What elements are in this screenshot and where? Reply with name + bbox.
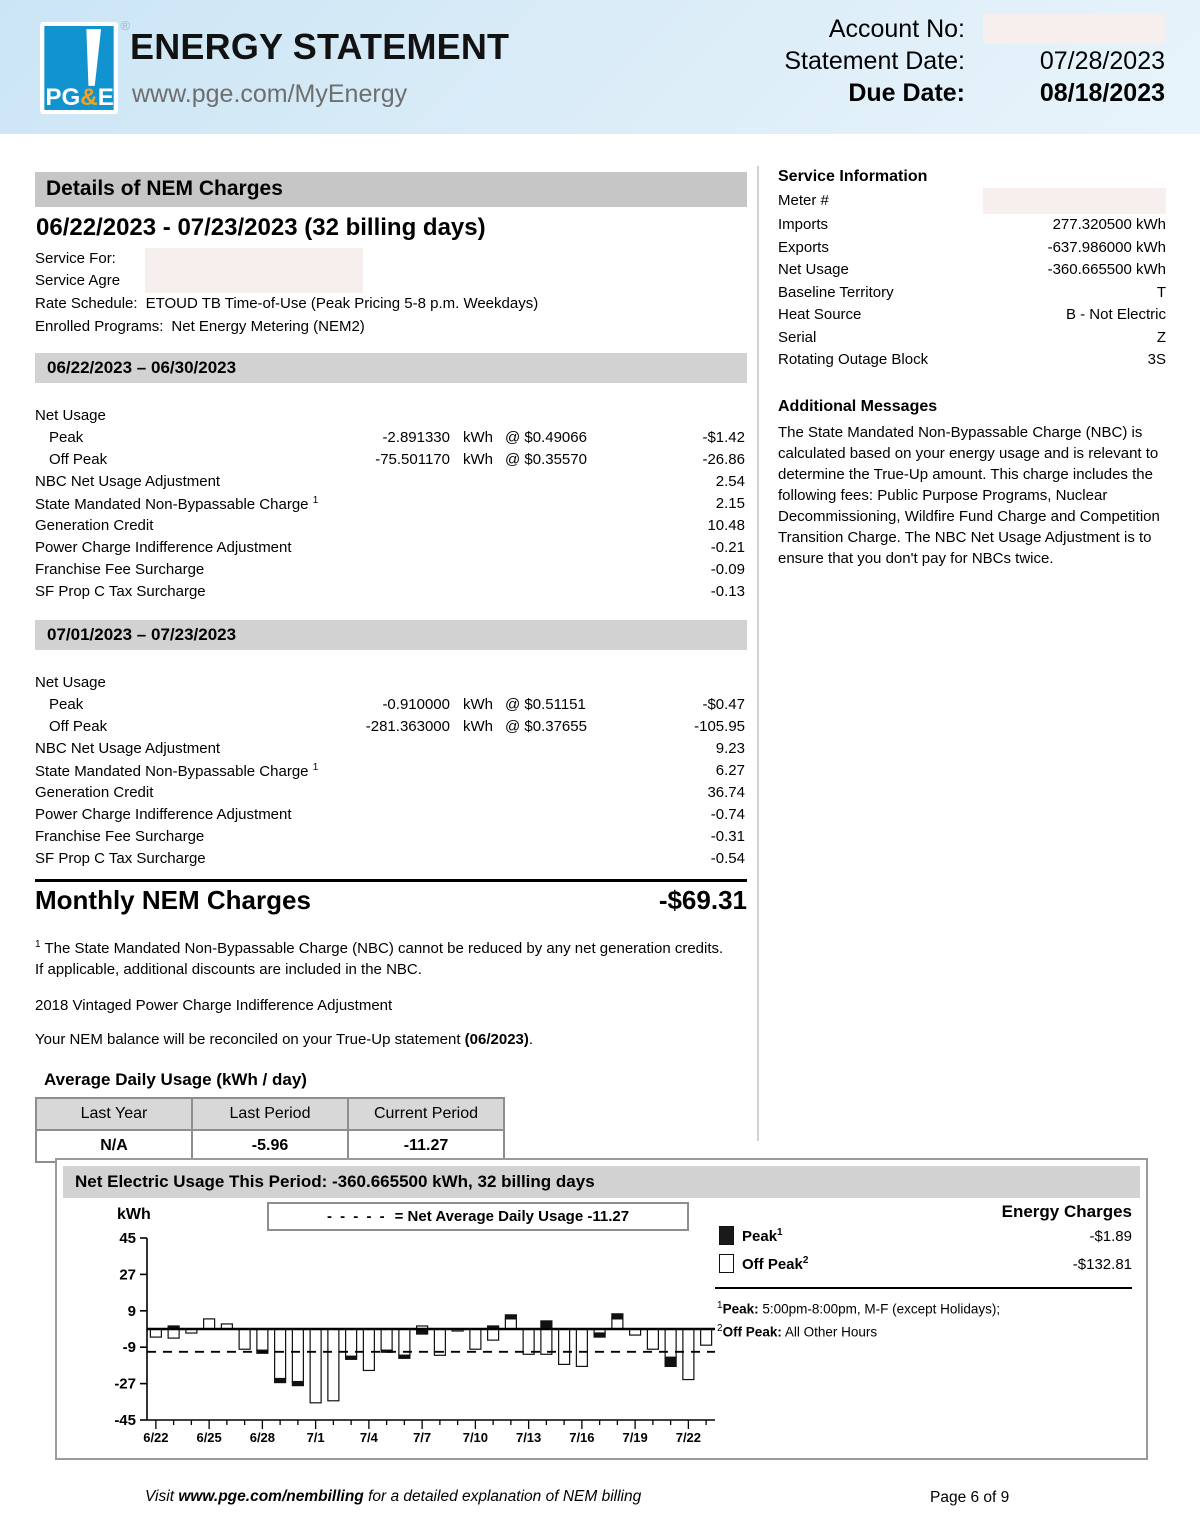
net-usage-chart-panel bbox=[55, 1158, 1148, 1460]
trueup-date: (06/2023) bbox=[464, 1031, 529, 1048]
x-tick-label: 6/22 bbox=[143, 1430, 169, 1445]
peak-bar bbox=[346, 1356, 357, 1359]
charge-label: Generation Credit bbox=[35, 784, 154, 801]
charge-label: Franchise Fee Surcharge bbox=[35, 561, 205, 578]
usage-amount: -105.95 bbox=[694, 718, 745, 735]
additional-messages-text: The State Mandated Non-Bypassable Charge (NBC) is calculated based on your energy usage and is relevant to determine the True-Up amount. This charge includes the following fees: Public Purpose Programs, Nuclear Decommissioning, Wildfire Fund Charge and Competition Transition Charge. The NBC Net Usage Adjustment is to ensure that you don't pay for NBCs twice. bbox=[778, 423, 1160, 567]
usage-unit: kWh bbox=[463, 718, 493, 735]
charge-row bbox=[35, 517, 747, 539]
charge-label: Power Charge Indifference Adjustment bbox=[35, 539, 292, 556]
service-info-row bbox=[778, 349, 1166, 372]
monthly-nem-charges-row bbox=[35, 879, 747, 916]
avg-usage-header-row bbox=[36, 1098, 504, 1130]
usage-label: Off Peak bbox=[49, 718, 108, 735]
footer-url: www.pge.com/nembilling bbox=[178, 1488, 364, 1505]
service-info-value: Z bbox=[1156, 328, 1166, 346]
service-info-value: -360.665500 kWh bbox=[1047, 261, 1166, 278]
charge-amount: 9.23 bbox=[715, 740, 745, 757]
peak-swatch-icon bbox=[719, 1226, 734, 1245]
charge-amount: 10.48 bbox=[707, 517, 745, 534]
footnote-text: The State Mandated Non-Bypassable Charge (NBC) cannot be reduced by any net generation credits. If applicable, additional discounts are included in the NBC. bbox=[35, 940, 724, 978]
offpeak-bar bbox=[168, 1329, 179, 1338]
service-info-label: Baseline Territory bbox=[778, 283, 894, 301]
x-tick-label: 7/16 bbox=[569, 1430, 595, 1445]
offpeak-bar bbox=[647, 1329, 658, 1349]
charge-row bbox=[35, 740, 747, 762]
peak-bar bbox=[665, 1357, 676, 1366]
header-meta bbox=[784, 14, 1165, 108]
legend-amount: -$1.89 bbox=[1089, 1228, 1132, 1245]
usage-rate: @ $0.49066 bbox=[505, 429, 587, 446]
usage-row bbox=[35, 718, 747, 740]
usage-amount: -$1.42 bbox=[702, 429, 745, 446]
offpeak-bar bbox=[523, 1329, 534, 1354]
usage-label: Peak bbox=[49, 429, 84, 446]
service-info-row bbox=[778, 282, 1166, 305]
service-agreement-label: Service Agre bbox=[35, 272, 121, 289]
usage-row bbox=[35, 451, 747, 473]
note-text: All Other Hours bbox=[781, 1324, 878, 1339]
peak-definition-line bbox=[717, 1296, 1000, 1319]
usage-row bbox=[35, 696, 747, 718]
service-info-label: Exports bbox=[778, 238, 829, 256]
document-title: ENERGY STATEMENT bbox=[130, 26, 510, 67]
usage-unit: kWh bbox=[463, 429, 493, 446]
note-term: Off Peak: bbox=[722, 1324, 782, 1339]
charge-row bbox=[35, 784, 747, 806]
footnote-marker: 1 bbox=[312, 495, 319, 506]
footer-suffix: for a detailed explanation of NEM billing bbox=[363, 1488, 642, 1505]
y-tick-label: 45 bbox=[119, 1232, 136, 1247]
y-tick-label: 9 bbox=[127, 1302, 136, 1320]
legend-label: Off Peak$^2$ bbox=[742, 1254, 809, 1273]
service-info-value-redacted bbox=[983, 188, 1166, 214]
offpeak-bar bbox=[381, 1329, 392, 1350]
service-info-label: Serial bbox=[778, 328, 817, 346]
rate-schedule-label: Rate Schedule: bbox=[35, 295, 138, 312]
period-range-bar: 06/22/2023 – 06/30/2023 bbox=[35, 353, 747, 383]
charge-label: State Mandated Non-Bypassable Charge $^1$ bbox=[35, 495, 319, 513]
charge-row bbox=[35, 473, 747, 495]
offpeak-bar bbox=[505, 1319, 516, 1329]
due-date-value: 08/18/2023 bbox=[1039, 79, 1165, 107]
billing-periods bbox=[35, 353, 747, 872]
peak-bar bbox=[292, 1382, 303, 1386]
billing-period-title: 06/22/2023 - 07/23/2023 (32 billing days) bbox=[36, 214, 486, 241]
offpeak-bar bbox=[310, 1329, 321, 1403]
service-info-label: Heat Source bbox=[778, 306, 862, 323]
avg-usage-header-cell: Current Period bbox=[348, 1098, 504, 1130]
charge-row bbox=[35, 828, 747, 850]
rate-schedule-line bbox=[35, 292, 747, 315]
enrolled-programs-value: Net Energy Metering (NEM2) bbox=[171, 318, 365, 335]
service-info-row bbox=[778, 327, 1166, 350]
peak-bar bbox=[505, 1315, 516, 1319]
legend-amount: -$132.81 bbox=[1072, 1256, 1132, 1273]
note-sup: 1 bbox=[717, 1300, 723, 1311]
charge-amount: -0.21 bbox=[710, 539, 745, 556]
charge-row bbox=[35, 495, 747, 517]
service-info-label: Rotating Outage Block bbox=[778, 351, 929, 368]
service-info-row bbox=[778, 190, 1166, 214]
peak-bar bbox=[399, 1355, 410, 1358]
offpeak-bar bbox=[328, 1329, 339, 1401]
chart-y-axis-label: kWh bbox=[117, 1206, 151, 1223]
avg-usage-value-cell: N/A bbox=[36, 1130, 192, 1162]
service-info-value: 3S bbox=[1147, 351, 1166, 368]
x-tick-label: 7/10 bbox=[462, 1430, 489, 1445]
usage-unit: kWh bbox=[463, 696, 493, 713]
service-info-lines bbox=[35, 248, 747, 292]
charge-amount: -0.74 bbox=[710, 806, 745, 823]
service-info-row bbox=[778, 259, 1166, 282]
offpeak-bar bbox=[204, 1319, 215, 1329]
additional-messages-title: Additional Messages bbox=[778, 397, 938, 415]
header-url: www.pge.com/MyEnergy bbox=[132, 80, 408, 108]
service-information-column bbox=[778, 168, 1166, 569]
offpeak-bar bbox=[576, 1329, 587, 1366]
charge-row bbox=[35, 806, 747, 828]
charges-block bbox=[35, 407, 747, 605]
x-tick-label: 6/25 bbox=[196, 1430, 222, 1445]
nbc-footnote bbox=[35, 934, 725, 980]
charge-amount: -0.09 bbox=[710, 561, 745, 578]
rate-schedule-value: ETOUD TB Time-of-Use (Peak Pricing 5-8 p.m. Weekdays) bbox=[145, 295, 539, 312]
pge-logo bbox=[40, 18, 130, 114]
note-text: 5:00pm-8:00pm, M-F (except Holidays); bbox=[758, 1301, 1001, 1317]
monthly-nem-charges-label: Monthly NEM Charges bbox=[35, 885, 311, 915]
offpeak-bar bbox=[470, 1329, 481, 1349]
offpeak-bar bbox=[541, 1329, 552, 1354]
service-info-label: Net Usage bbox=[778, 261, 849, 278]
legend-divider bbox=[715, 1287, 1132, 1289]
account-label: Account No: bbox=[828, 14, 965, 43]
net-usage-label: Net Usage bbox=[35, 407, 106, 424]
usage-rate: @ $0.35570 bbox=[505, 451, 587, 468]
daily-usage-bar-chart bbox=[85, 1232, 745, 1450]
footer-prefix: Visit bbox=[145, 1488, 179, 1505]
x-tick-label: 6/28 bbox=[249, 1430, 276, 1445]
charge-amount: 2.15 bbox=[715, 495, 745, 512]
usage-amount: -26.86 bbox=[702, 451, 745, 468]
note-sup: 2 bbox=[717, 1322, 723, 1334]
legend-sup: 2 bbox=[802, 1254, 809, 1266]
offpeak-bar bbox=[701, 1329, 712, 1345]
peak-legend-row bbox=[719, 1226, 783, 1245]
enrolled-programs-line bbox=[35, 315, 747, 338]
peak-bar bbox=[275, 1379, 286, 1383]
nem-charges-column bbox=[35, 172, 747, 1163]
y-tick-label: 27 bbox=[119, 1266, 136, 1284]
usage-label: Off Peak bbox=[49, 451, 108, 468]
usage-rate: @ $0.51151 bbox=[505, 696, 586, 713]
net-usage-row bbox=[35, 674, 747, 696]
account-number-redacted bbox=[983, 14, 1165, 44]
usage-unit: kWh bbox=[463, 451, 493, 468]
charge-row bbox=[35, 762, 747, 784]
charge-label: NBC Net Usage Adjustment bbox=[35, 740, 221, 757]
average-daily-usage-table bbox=[35, 1097, 505, 1163]
offpeak-bar bbox=[275, 1329, 286, 1379]
enrolled-programs-label: Enrolled Programs: bbox=[35, 318, 164, 335]
footer-note bbox=[145, 1488, 641, 1506]
service-info-row bbox=[778, 304, 1166, 327]
x-tick-label: 7/7 bbox=[413, 1430, 432, 1445]
peak-bar bbox=[594, 1333, 605, 1337]
peak-definition-notes bbox=[717, 1296, 1000, 1341]
charge-amount: -0.31 bbox=[710, 828, 745, 845]
average-daily-usage-title: Average Daily Usage (kWh / day) bbox=[44, 1070, 307, 1089]
charge-label: NBC Net Usage Adjustment bbox=[35, 473, 221, 490]
service-information-title: Service Information bbox=[778, 168, 928, 185]
y-tick-label: -9 bbox=[122, 1339, 136, 1357]
usage-quantity: -0.910000 bbox=[382, 696, 450, 713]
trueup-period: . bbox=[528, 1031, 534, 1048]
charge-amount: -0.13 bbox=[710, 583, 745, 600]
charge-row bbox=[35, 561, 747, 583]
svg-text:PG&E: PG&E bbox=[45, 83, 114, 110]
chart-title-bar: Net Electric Usage This Period: -360.665500 kWh, 32 billing days bbox=[63, 1166, 1140, 1198]
service-info-label: Imports bbox=[778, 216, 829, 233]
charge-label: State Mandated Non-Bypassable Charge $^1$ bbox=[35, 762, 319, 780]
avg-usage-value-cell: -5.96 bbox=[192, 1130, 348, 1162]
offpeak-bar bbox=[612, 1319, 623, 1329]
dashed-line-icon: - - - - - bbox=[326, 1208, 387, 1225]
service-info-label: Meter # bbox=[778, 192, 829, 209]
charges-block bbox=[35, 674, 747, 872]
service-info-row bbox=[778, 214, 1166, 237]
trueup-note-text: Your NEM balance will be reconciled on your True-Up statement bbox=[35, 1031, 465, 1048]
period-range-bar: 07/01/2023 – 07/23/2023 bbox=[35, 620, 747, 650]
service-info-value: T bbox=[1156, 283, 1166, 301]
usage-row bbox=[35, 429, 747, 451]
header bbox=[0, 0, 1200, 134]
due-date-label: Due Date: bbox=[848, 79, 965, 107]
service-info-value: -637.986000 kWh bbox=[1047, 238, 1166, 256]
average-usage-legend-box bbox=[267, 1202, 689, 1231]
average-usage-legend-text: = Net Average Daily Usage -11.27 bbox=[394, 1208, 630, 1225]
usage-label: Peak bbox=[49, 696, 84, 713]
offpeak-bar bbox=[257, 1329, 268, 1350]
footnote-marker: 1 bbox=[35, 939, 41, 950]
service-info-row bbox=[778, 237, 1166, 260]
vintage-note: 2018 Vintaged Power Charge Indifference Adjustment bbox=[35, 997, 393, 1014]
service-info-value: B - Not Electric bbox=[1065, 306, 1166, 323]
offpeak-bar bbox=[292, 1329, 303, 1382]
charge-label: SF Prop C Tax Surcharge bbox=[35, 583, 206, 600]
charge-amount: 6.27 bbox=[715, 762, 745, 779]
charge-row bbox=[35, 583, 747, 605]
registered-mark: ® bbox=[120, 18, 130, 33]
offpeak-bar bbox=[665, 1329, 676, 1357]
service-information-rows bbox=[778, 190, 1166, 372]
avg-usage-header-cell: Last Period bbox=[192, 1098, 348, 1130]
x-tick-label: 7/1 bbox=[306, 1430, 325, 1445]
x-tick-label: 7/4 bbox=[359, 1430, 378, 1445]
charge-amount: -0.54 bbox=[710, 850, 745, 867]
service-info-value: 277.320500 kWh bbox=[1052, 216, 1166, 233]
usage-amount: -$0.47 bbox=[702, 696, 745, 713]
charge-amount: 36.74 bbox=[707, 784, 745, 801]
monthly-nem-charges-value: -$69.31 bbox=[658, 885, 747, 915]
statement-date-value: 07/28/2023 bbox=[1039, 47, 1165, 75]
net-usage-label: Net Usage bbox=[35, 674, 106, 691]
offpeak-bar bbox=[683, 1329, 694, 1380]
avg-usage-header-cell: Last Year bbox=[36, 1098, 192, 1130]
offpeak-bar bbox=[239, 1329, 250, 1349]
statement-date-label: Statement Date: bbox=[784, 47, 965, 75]
x-tick-label: 7/13 bbox=[515, 1430, 542, 1445]
usage-rate: @ $0.37655 bbox=[505, 718, 587, 735]
charge-amount: 2.54 bbox=[715, 473, 745, 490]
charge-label: Franchise Fee Surcharge bbox=[35, 828, 205, 845]
peak-definition-line bbox=[717, 1319, 1000, 1342]
usage-quantity: -2.891330 bbox=[382, 429, 450, 446]
column-divider bbox=[757, 166, 759, 1141]
details-of-nem-charges-header: Details of NEM Charges bbox=[35, 172, 747, 207]
x-tick-label: 7/19 bbox=[622, 1430, 648, 1445]
charge-row bbox=[35, 539, 747, 561]
usage-quantity: -281.363000 bbox=[365, 718, 450, 735]
offpeak-swatch-icon bbox=[719, 1254, 734, 1273]
note-term: Peak: bbox=[722, 1301, 759, 1317]
charge-label: Generation Credit bbox=[35, 517, 154, 534]
pge-logo-graphic bbox=[44, 26, 114, 110]
page-number: Page 6 of 9 bbox=[930, 1489, 1010, 1506]
net-usage-row bbox=[35, 407, 747, 429]
x-tick-label: 7/22 bbox=[675, 1430, 702, 1445]
offpeak-bar bbox=[488, 1329, 499, 1340]
trueup-note bbox=[35, 1031, 747, 1048]
energy-charges-title: Energy Charges bbox=[1001, 1202, 1132, 1221]
charge-row bbox=[35, 850, 747, 872]
offpeak-bar bbox=[363, 1329, 374, 1370]
footnote-marker: 1 bbox=[312, 762, 319, 773]
legend-sup: 1 bbox=[777, 1226, 783, 1238]
charge-label: SF Prop C Tax Surcharge bbox=[35, 850, 206, 867]
service-for-label: Service For: bbox=[35, 250, 116, 267]
peak-bar bbox=[612, 1314, 623, 1319]
avg-usage-value-cell: -11.27 bbox=[348, 1130, 504, 1162]
y-tick-label: -45 bbox=[114, 1412, 136, 1429]
charge-label: Power Charge Indifference Adjustment bbox=[35, 806, 292, 823]
y-tick-label: -27 bbox=[114, 1375, 136, 1393]
usage-quantity: -75.501170 bbox=[375, 451, 450, 468]
offpeak-legend-row bbox=[719, 1254, 808, 1273]
offpeak-bar bbox=[559, 1329, 570, 1364]
legend-label: Peak$^1$ bbox=[742, 1226, 783, 1245]
